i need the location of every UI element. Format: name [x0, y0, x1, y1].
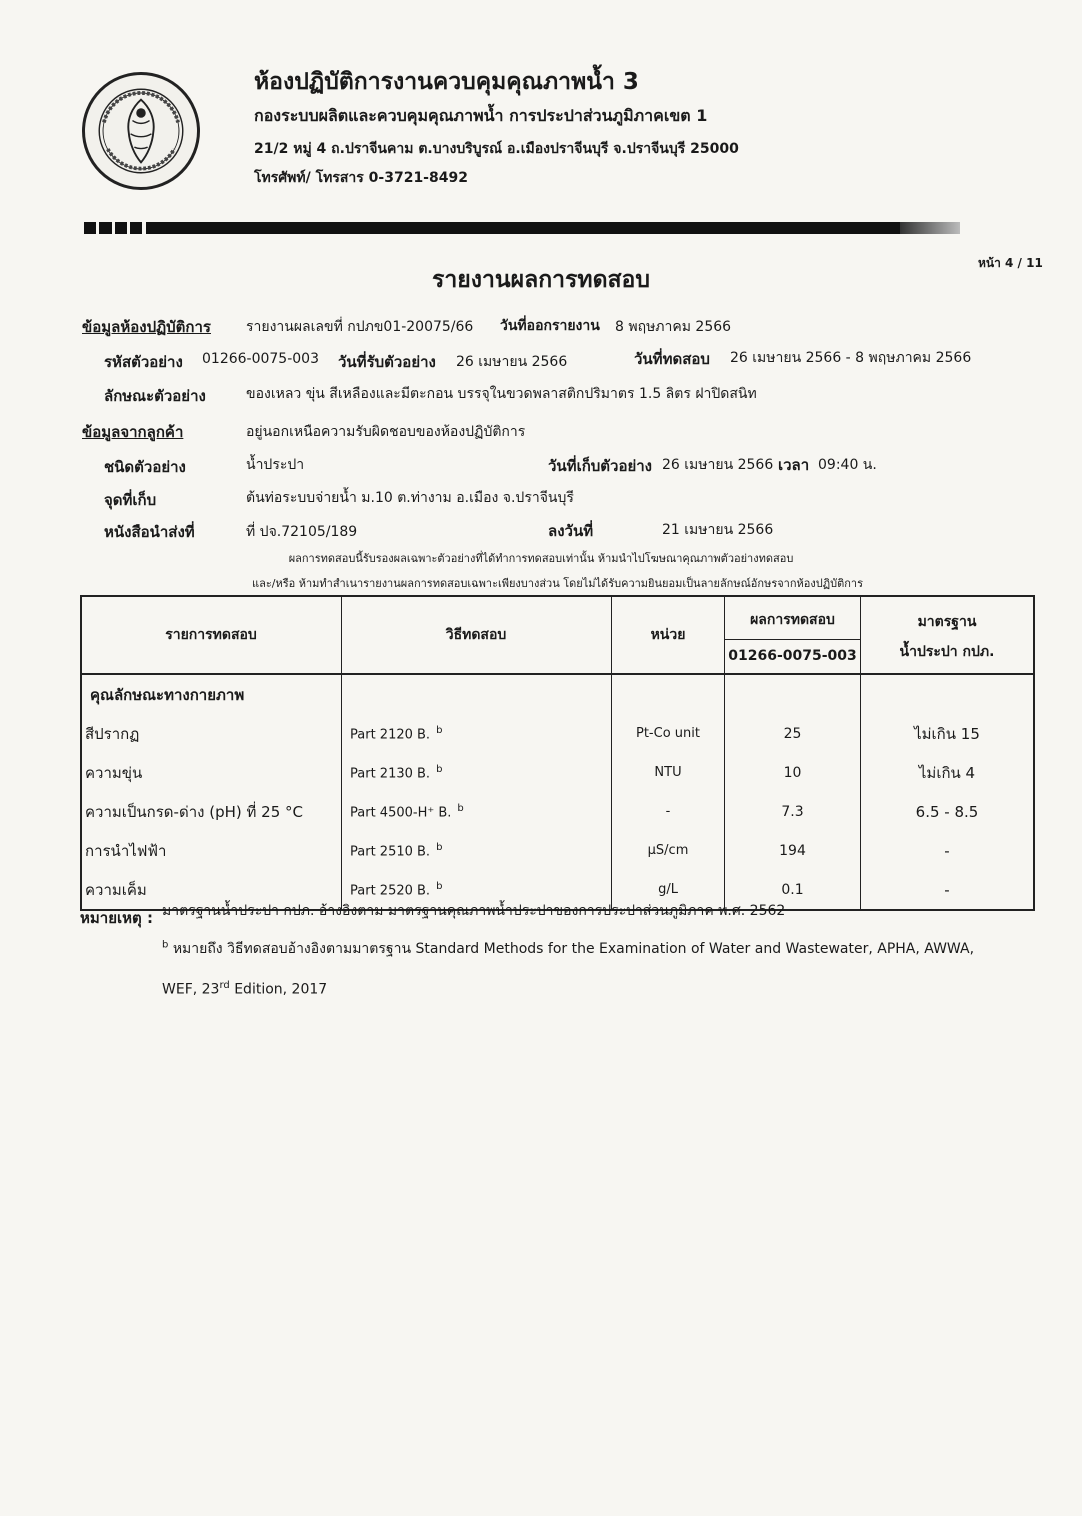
page-number: หน้า 4 / 11: [978, 256, 1043, 270]
row-item: [81, 792, 342, 831]
disclaimer-line-1: ผลการทดสอบนี้รับรองผลเฉพาะตัวอย่างที่ได้ทำการทดสอบเท่านั้น ห้ามนำไปโฆษณาคุณภาพตัวอย่างทดสอบ: [288, 552, 794, 565]
row-standard: [861, 831, 1035, 870]
row-item-text: สีปรากฏ: [85, 724, 140, 743]
sample-type: น้ำประปา: [246, 457, 305, 473]
report-title: รายงานผลการทดสอบ: [432, 267, 650, 293]
note-line-2-text: หมายถึง วิธีทดสอบอ้างอิงตามมาตรฐาน Standard Methods for the Examination of Water and Wastewater, APHA, AWWA,: [172, 941, 975, 957]
header-standard-title: มาตรฐาน: [917, 614, 977, 630]
location-label: จุดที่เก็บ: [104, 491, 157, 509]
row-unit: [612, 831, 725, 870]
group-cell-empty: [725, 674, 861, 714]
lab-name: ห้องปฏิบัติการงานควบคุมคุณภาพน้ำ 3: [254, 69, 639, 95]
row-standard: [861, 714, 1035, 753]
row-method-text: Part 2120 B.: [350, 727, 431, 743]
header-result-title: ผลการทดสอบ: [725, 603, 860, 640]
note-line-2: [162, 938, 974, 960]
header-unit: หน่วย: [612, 596, 725, 674]
row-result-text: 25: [783, 725, 802, 742]
issue-date: 8 พฤษภาคม 2566: [615, 319, 732, 335]
collect-time: 09:40 น.: [818, 457, 877, 473]
row-unit: [612, 753, 725, 792]
letter-number: ที่ ปจ.72105/189: [246, 524, 358, 540]
row-standard-text: ไม่เกิน 15: [914, 724, 980, 743]
header-method: วิธีทดสอบ: [342, 596, 612, 674]
report-number: รายงานผลเลขที่ กปภข01-20075/66: [246, 319, 474, 335]
row-result-text: 10: [783, 764, 802, 781]
method-footnote-marker: b: [436, 880, 443, 892]
table-group-row: [81, 674, 1034, 714]
row-unit: [612, 792, 725, 831]
row-result: [725, 831, 861, 870]
method-footnote-marker: b: [436, 763, 443, 775]
row-result: [725, 753, 861, 792]
header-divider-fade: [900, 222, 960, 234]
row-result-text: 194: [779, 842, 806, 859]
collect-time-label: เวลา: [778, 456, 810, 474]
table-row: [81, 714, 1034, 753]
collection-location: ต้นท่อระบบจ่ายน้ำ ม.10 ต.ท่างาม อ.เมือง จ.ปราจีนบุรี: [246, 490, 574, 506]
row-method-text: Part 2520 B.: [350, 883, 431, 899]
row-standard-text: 6.5 - 8.5: [915, 802, 979, 821]
header-result-code: 01266-0075-003: [728, 647, 857, 664]
row-item: [81, 714, 342, 753]
note-line-3-post: Edition, 2017: [229, 981, 328, 998]
customer-info-note: อยู่นอกเหนือความรับผิดชอบของห้องปฏิบัติการ: [246, 424, 526, 440]
row-unit-text: Pt-Co unit: [636, 726, 700, 741]
row-standard: [861, 792, 1035, 831]
issue-date-label: วันที่ออกรายงาน: [500, 318, 600, 334]
note-footnote-marker: b: [162, 939, 169, 951]
table-row: [81, 792, 1034, 831]
row-method: [342, 792, 612, 831]
collect-date-label: วันที่เก็บตัวอย่าง: [548, 457, 653, 475]
table-row: [81, 831, 1034, 870]
row-standard-text: -: [944, 880, 950, 899]
header-standard-sub: น้ำประปา กปภ.: [899, 644, 995, 660]
row-standard-text: ไม่เกิน 4: [918, 763, 976, 782]
header-divider-blocks: [84, 222, 142, 234]
row-item-text: การนำไฟฟ้า: [85, 841, 167, 860]
group-cell-empty: [861, 674, 1035, 714]
row-unit: [612, 714, 725, 753]
row-method-text: Part 2510 B.: [350, 844, 431, 860]
division-name: กองระบบผลิตและควบคุมคุณภาพน้ำ การประปาส่วนภูมิภาคเขต 1: [254, 106, 708, 125]
lab-phone: โทรศัพท์/ โทรสาร 0-3721-8492: [254, 170, 468, 186]
seal-emblem-icon: [85, 75, 197, 187]
group-physical: คุณลักษณะทางกายภาพ: [81, 674, 342, 714]
disclaimer-line-2: และ/หรือ ห้ามทำสำเนารายงานผลการทดสอบเฉพาะเพียงบางส่วน โดยไม่ได้รับความยินยอมเป็นลายลักษณ์อักษรจากห้องปฏิบัติการ: [252, 577, 863, 590]
table-header-row: [81, 596, 1034, 674]
sample-characteristics: ของเหลว ขุ่น สีเหลืองและมีตะกอน บรรจุในขวดพลาสติกปริมาตร 1.5 ลิตร ฝาปิดสนิท: [246, 386, 757, 402]
group-cell-empty: [612, 674, 725, 714]
letter-no-label: หนังสือนำส่งที่: [104, 523, 195, 541]
row-standard: [861, 870, 1035, 910]
notes-label: หมายเหตุ :: [80, 909, 153, 927]
method-footnote-marker: b: [436, 841, 443, 853]
note-line-3-pre: WEF, 23: [162, 981, 220, 998]
test-date-label: วันที่ทดสอบ: [634, 350, 710, 368]
group-cell-empty: [342, 674, 612, 714]
received-date-label: วันที่รับตัวอย่าง: [338, 353, 436, 371]
row-standard-text: -: [944, 841, 950, 860]
header-divider: [146, 222, 900, 234]
table-row: [81, 753, 1034, 792]
received-date: 26 เมษายน 2566: [456, 354, 568, 370]
row-method-text: Part 2130 B.: [350, 766, 431, 782]
lab-address: 21/2 หมู่ 4 ถ.ปราจีนคาม ต.บางบริบูรณ์ อ.เมืองปราจีนบุรี จ.ปราจีนบุรี 25000: [254, 141, 739, 157]
row-unit-text: g/L: [658, 882, 678, 897]
row-item-text: ความเป็นกรด-ด่าง (pH) ที่ 25 °C: [85, 802, 303, 821]
header-item: รายการทดสอบ: [81, 596, 342, 674]
sample-char-label: ลักษณะตัวอย่าง: [104, 387, 206, 405]
row-standard: [861, 753, 1035, 792]
sample-type-label: ชนิดตัวอย่าง: [104, 458, 186, 476]
letter-date: 21 เมษายน 2566: [662, 522, 774, 538]
row-method-text: Part 4500-H⁺ B.: [350, 805, 452, 821]
results-table: [80, 595, 1035, 911]
customer-info-label: ข้อมูลจากลูกค้า: [82, 423, 184, 441]
note-line-1: มาตรฐานน้ำประปา กปภ. อ้างอิงตาม มาตรฐานคุณภาพน้ำประปาของการประปาส่วนภูมิภาค พ.ศ. 2562: [162, 903, 786, 919]
dated-label: ลงวันที่: [548, 522, 594, 540]
method-footnote-marker: b: [457, 802, 464, 814]
sample-code: 01266-0075-003: [202, 351, 319, 367]
organization-seal: [82, 72, 200, 190]
row-result: [725, 792, 861, 831]
row-result-text: 0.1: [781, 881, 804, 898]
row-item-text: ความขุ่น: [85, 763, 143, 782]
row-method: [342, 714, 612, 753]
row-method: [342, 753, 612, 792]
note-line-3-sup: rd: [219, 980, 230, 991]
note-line-3: [162, 980, 327, 998]
row-item-text: ความเค็ม: [85, 880, 147, 899]
method-footnote-marker: b: [436, 724, 443, 736]
row-unit-text: µS/cm: [647, 843, 689, 858]
row-result: [725, 714, 861, 753]
row-method: [342, 831, 612, 870]
row-unit-text: -: [665, 804, 671, 819]
header-result: [725, 596, 861, 674]
test-date: 26 เมษายน 2566 - 8 พฤษภาคม 2566: [730, 350, 972, 366]
collect-date: 26 เมษายน 2566: [662, 457, 774, 473]
header-standard: [861, 596, 1035, 674]
row-unit-text: NTU: [654, 765, 682, 780]
lab-info-label: ข้อมูลห้องปฏิบัติการ: [82, 318, 211, 336]
row-item: [81, 753, 342, 792]
row-item: [81, 831, 342, 870]
row-result-text: 7.3: [781, 803, 804, 820]
sample-code-label: รหัสตัวอย่าง: [104, 353, 183, 371]
